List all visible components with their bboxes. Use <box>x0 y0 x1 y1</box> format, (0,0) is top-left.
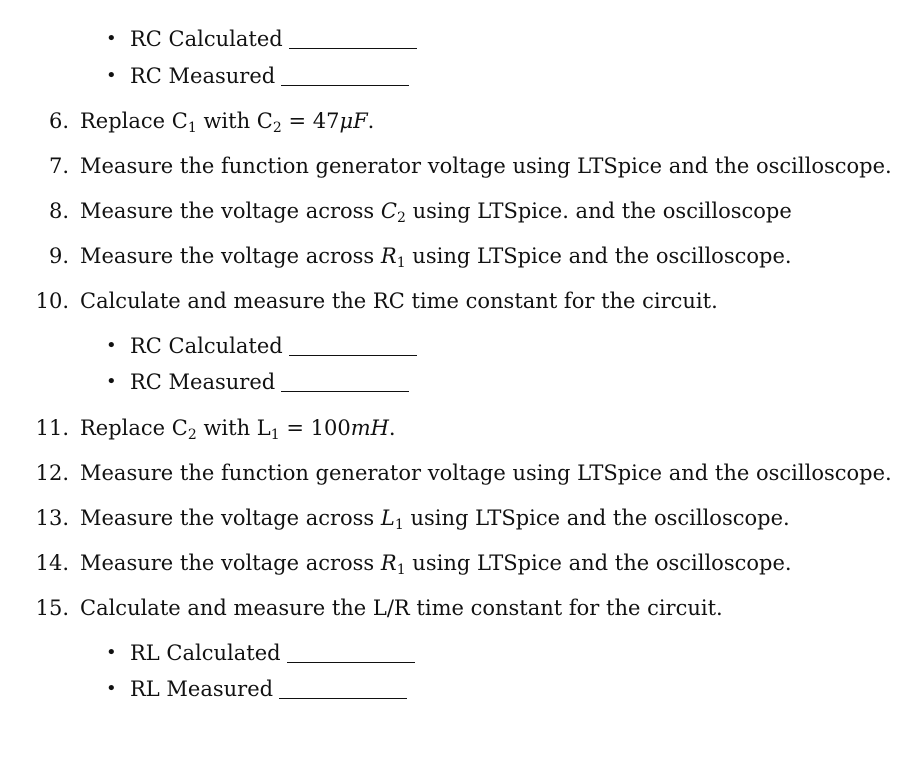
step-text: Measure the voltage across $C_2$ using LTSpice. and the oscilloscope <box>80 199 792 226</box>
step-11 <box>0 414 901 442</box>
rc-measured-label: RC Measured <box>130 370 276 394</box>
step-text: Measure the function generator voltage using LTSpice and the oscilloscope. <box>80 461 892 485</box>
rc-measured-item <box>0 368 901 396</box>
step-text: Measure the voltage across $R_1$ using LTSpice and the oscilloscope. <box>80 244 792 271</box>
rc-calculated-item <box>0 332 901 360</box>
step-text: Measure the function generator voltage using LTSpice and the oscilloscope. <box>80 154 892 178</box>
step-number: 12. <box>35 461 69 485</box>
step-number: 6. <box>48 109 69 133</box>
step-15 <box>0 594 901 622</box>
step-number: 14. <box>35 551 69 575</box>
rl-measured-item <box>0 675 901 703</box>
step-10 <box>0 287 901 315</box>
rl-measured-blank[interactable] <box>279 680 407 699</box>
bullet-icon: • <box>106 642 117 663</box>
rl-calculated-item <box>0 639 901 667</box>
step-text: Calculate and measure the L/R time constant for the circuit. <box>80 596 723 620</box>
step-number: 13. <box>35 506 69 530</box>
step-text: Measure the voltage across $L_1$ using LTSpice and the oscilloscope. <box>80 506 790 533</box>
step-text: Replace $C_1$ with $C_2 = 47\mu F$. <box>80 109 375 136</box>
bullet-icon: • <box>106 678 117 699</box>
rc-calculated-blank[interactable] <box>289 30 417 49</box>
rc-measured-label: RC Measured <box>130 64 276 88</box>
bullet-icon: • <box>106 335 117 356</box>
step-number: 15. <box>35 596 69 620</box>
step-12 <box>0 459 901 487</box>
step-7 <box>0 152 901 180</box>
rc-calculated-label: RC Calculated <box>130 27 283 51</box>
bullet-icon: • <box>106 28 117 49</box>
rc-measured-blank[interactable] <box>281 373 409 392</box>
rc-measured-item <box>0 62 901 90</box>
step-number: 10. <box>35 289 69 313</box>
step-text: Calculate and measure the RC time constant for the circuit. <box>80 289 718 313</box>
step-14 <box>0 549 901 577</box>
bullet-icon: • <box>106 371 117 392</box>
step-9 <box>0 242 901 270</box>
step-number: 7. <box>48 154 69 178</box>
step-text: Replace $C_2$ with $L_1 = 100mH$. <box>80 416 396 443</box>
rc-calculated-blank[interactable] <box>289 337 417 356</box>
bullet-icon: • <box>106 65 117 86</box>
rl-calculated-label: RL Calculated <box>130 641 281 665</box>
rc-measured-blank[interactable] <box>281 67 409 86</box>
rc-calculated-label: RC Calculated <box>130 334 283 358</box>
step-8 <box>0 197 901 225</box>
rl-calculated-blank[interactable] <box>287 644 415 663</box>
step-number: 11. <box>35 416 69 440</box>
step-6 <box>0 107 901 135</box>
step-number: 9. <box>48 244 69 268</box>
rc-calculated-item <box>0 25 901 53</box>
step-13 <box>0 504 901 532</box>
rl-measured-label: RL Measured <box>130 677 274 701</box>
step-text: Measure the voltage across $R_1$ using LTSpice and the oscilloscope. <box>80 551 792 578</box>
step-number: 8. <box>48 199 69 223</box>
